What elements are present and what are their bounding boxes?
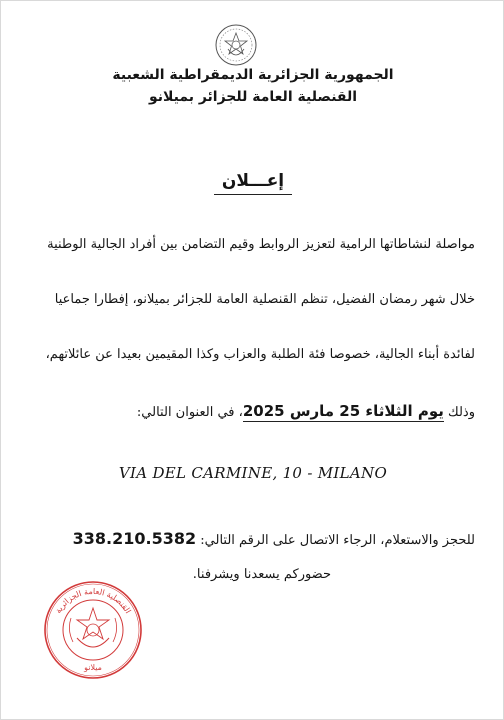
announcement-line-3: لفائدة أبناء الجالية، خصوصا فئة الطلبة والعزاب وكذا المقيمين بعيدا عن عائلاتهم، <box>45 347 475 362</box>
page-title: إعـــلان <box>221 171 285 191</box>
seal-city: ميلانو <box>84 663 102 672</box>
contact-text: للحجز والاستعلام، الرجاء الاتصال على الرقم التالي: <box>200 533 475 548</box>
title-underline <box>214 194 292 195</box>
closing-line: حضوركم يسعدنا ويشرفنا. <box>192 567 331 582</box>
event-date: يوم الثلاثاء 25 مارس 2025 <box>242 402 444 420</box>
header-consulate: القنصلية العامة للجزائر بميلانو <box>148 89 358 105</box>
announcement-line-4 <box>31 402 475 420</box>
header-republic: الجمهورية الجزائرية الديمقراطية الشعبية <box>112 67 394 83</box>
seal-text: القنصلية العامة الجزائرية <box>53 586 133 616</box>
state-emblem-icon <box>214 23 258 67</box>
consulate-seal-icon <box>41 578 145 682</box>
line-4-prefix: وذلك <box>448 405 475 420</box>
contact-line <box>31 529 475 548</box>
announcement-line-2: خلال شهر رمضان الفضيل، تنظم القنصلية العامة للجزائر بميلانو، إفطارا جماعيا <box>54 292 475 307</box>
phone-number: 338.210.5382 <box>72 529 197 548</box>
event-address: VIA DEL CARMINE, 10 - MILANO <box>118 464 388 482</box>
announcement-line-1: مواصلة لنشاطاتها الرامية لتعزيز الروابط وقيم التضامن بين أفراد الجالية الوطنية <box>47 237 475 252</box>
line-4-suffix: ، في العنوان التالي: <box>136 405 243 420</box>
